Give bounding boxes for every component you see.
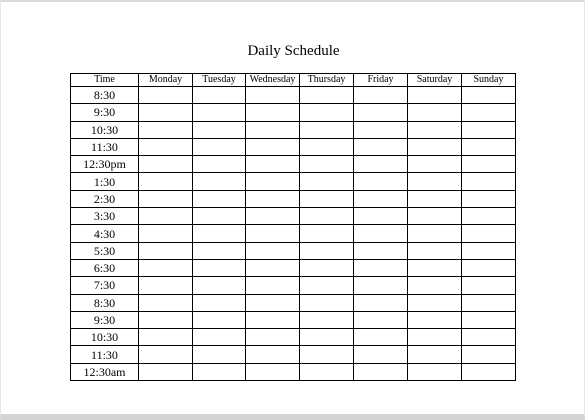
schedule-cell-monday[interactable]: [139, 87, 193, 104]
schedule-cell-tuesday[interactable]: [193, 190, 246, 207]
schedule-cell-saturday[interactable]: [408, 225, 462, 242]
schedule-cell-thursday[interactable]: [300, 363, 354, 380]
schedule-cell-monday[interactable]: [139, 173, 193, 190]
schedule-cell-saturday[interactable]: [408, 329, 462, 346]
schedule-cell-friday[interactable]: [354, 363, 408, 380]
schedule-cell-monday[interactable]: [139, 208, 193, 225]
time-cell: 5:30: [71, 242, 139, 259]
schedule-cell-thursday[interactable]: [300, 87, 354, 104]
schedule-cell-monday[interactable]: [139, 363, 193, 380]
time-cell: 7:30: [71, 277, 139, 294]
schedule-cell-tuesday[interactable]: [193, 277, 246, 294]
schedule-cell-monday[interactable]: [139, 346, 193, 363]
schedule-cell-friday[interactable]: [354, 242, 408, 259]
schedule-cell-sunday[interactable]: [462, 173, 516, 190]
schedule-cell-friday[interactable]: [354, 173, 408, 190]
table-row: [71, 225, 516, 242]
schedule-cell-friday[interactable]: [354, 294, 408, 311]
schedule-cell-monday[interactable]: [139, 121, 193, 138]
schedule-cell-sunday[interactable]: [462, 242, 516, 259]
schedule-cell-thursday[interactable]: [300, 121, 354, 138]
column-header-saturday: Saturday: [408, 74, 462, 87]
schedule-cell-sunday[interactable]: [462, 138, 516, 155]
schedule-cell-sunday[interactable]: [462, 311, 516, 328]
table-row: [71, 329, 516, 346]
schedule-cell-friday[interactable]: [354, 208, 408, 225]
schedule-cell-tuesday[interactable]: [193, 121, 246, 138]
schedule-cell-thursday[interactable]: [300, 277, 354, 294]
schedule-cell-friday[interactable]: [354, 311, 408, 328]
column-header-monday: Monday: [139, 74, 193, 87]
schedule-cell-wednesday[interactable]: [246, 208, 300, 225]
schedule-cell-saturday[interactable]: [408, 156, 462, 173]
schedule-cell-thursday[interactable]: [300, 104, 354, 121]
schedule-cell-friday[interactable]: [354, 329, 408, 346]
schedule-cell-thursday[interactable]: [300, 225, 354, 242]
schedule-cell-saturday[interactable]: [408, 294, 462, 311]
schedule-cell-wednesday[interactable]: [246, 190, 300, 207]
schedule-cell-sunday[interactable]: [462, 259, 516, 276]
schedule-cell-wednesday[interactable]: [246, 294, 300, 311]
column-header-wednesday: Wednesday: [246, 74, 300, 87]
time-cell: 3:30: [71, 208, 139, 225]
schedule-cell-monday[interactable]: [139, 138, 193, 155]
schedule-table: [70, 73, 516, 381]
schedule-cell-wednesday[interactable]: [246, 121, 300, 138]
schedule-cell-thursday[interactable]: [300, 311, 354, 328]
table-row: [71, 190, 516, 207]
table-row: [71, 294, 516, 311]
column-header-sunday: Sunday: [462, 74, 516, 87]
schedule-cell-saturday[interactable]: [408, 277, 462, 294]
schedule-cell-thursday[interactable]: [300, 156, 354, 173]
time-cell: 1:30: [71, 173, 139, 190]
schedule-cell-tuesday[interactable]: [193, 208, 246, 225]
schedule-cell-thursday[interactable]: [300, 259, 354, 276]
schedule-cell-sunday[interactable]: [462, 346, 516, 363]
schedule-cell-friday[interactable]: [354, 259, 408, 276]
schedule-cell-monday[interactable]: [139, 329, 193, 346]
schedule-cell-saturday[interactable]: [408, 87, 462, 104]
schedule-cell-tuesday[interactable]: [193, 87, 246, 104]
schedule-cell-monday[interactable]: [139, 242, 193, 259]
schedule-cell-sunday[interactable]: [462, 277, 516, 294]
schedule-cell-sunday[interactable]: [462, 121, 516, 138]
schedule-cell-tuesday[interactable]: [193, 311, 246, 328]
schedule-cell-monday[interactable]: [139, 294, 193, 311]
schedule-cell-thursday[interactable]: [300, 138, 354, 155]
schedule-cell-thursday[interactable]: [300, 208, 354, 225]
schedule-cell-saturday[interactable]: [408, 104, 462, 121]
time-cell: 10:30: [71, 329, 139, 346]
schedule-cell-friday[interactable]: [354, 190, 408, 207]
schedule-cell-sunday[interactable]: [462, 225, 516, 242]
schedule-cell-saturday[interactable]: [408, 242, 462, 259]
column-header-thursday: Thursday: [300, 74, 354, 87]
schedule-cell-friday[interactable]: [354, 121, 408, 138]
schedule-cell-saturday[interactable]: [408, 208, 462, 225]
schedule-cell-sunday[interactable]: [462, 190, 516, 207]
schedule-cell-thursday[interactable]: [300, 294, 354, 311]
time-cell: 8:30: [71, 294, 139, 311]
schedule-cell-wednesday[interactable]: [246, 329, 300, 346]
table-row: [71, 363, 516, 380]
schedule-cell-saturday[interactable]: [408, 363, 462, 380]
schedule-cell-monday[interactable]: [139, 104, 193, 121]
schedule-cell-tuesday[interactable]: [193, 173, 246, 190]
table-row: [71, 311, 516, 328]
schedule-cell-wednesday[interactable]: [246, 311, 300, 328]
schedule-cell-wednesday[interactable]: [246, 173, 300, 190]
schedule-cell-thursday[interactable]: [300, 190, 354, 207]
time-cell: 12:30pm: [71, 156, 139, 173]
schedule-cell-friday[interactable]: [354, 87, 408, 104]
schedule-cell-wednesday[interactable]: [246, 277, 300, 294]
table-row: [71, 346, 516, 363]
schedule-cell-tuesday[interactable]: [193, 259, 246, 276]
schedule-cell-monday[interactable]: [139, 156, 193, 173]
time-cell: 10:30: [71, 121, 139, 138]
schedule-cell-sunday[interactable]: [462, 329, 516, 346]
schedule-cell-tuesday[interactable]: [193, 329, 246, 346]
column-header-time: Time: [71, 74, 139, 87]
table-row: [71, 104, 516, 121]
time-cell: 12:30am: [71, 363, 139, 380]
schedule-cell-wednesday[interactable]: [246, 225, 300, 242]
table-row: [71, 277, 516, 294]
schedule-cell-wednesday[interactable]: [246, 346, 300, 363]
schedule-cell-thursday[interactable]: [300, 242, 354, 259]
schedule-cell-friday[interactable]: [354, 346, 408, 363]
table-row: [71, 156, 516, 173]
schedule-cell-thursday[interactable]: [300, 346, 354, 363]
schedule-cell-wednesday[interactable]: [246, 138, 300, 155]
schedule-cell-monday[interactable]: [139, 190, 193, 207]
schedule-cell-sunday[interactable]: [462, 104, 516, 121]
schedule-cell-tuesday[interactable]: [193, 346, 246, 363]
schedule-cell-saturday[interactable]: [408, 138, 462, 155]
page-title: Daily Schedule: [247, 43, 340, 59]
column-header-friday: Friday: [354, 74, 408, 87]
schedule-cell-tuesday[interactable]: [193, 104, 246, 121]
schedule-cell-tuesday[interactable]: [193, 225, 246, 242]
table-row: [71, 87, 516, 104]
schedule-cell-wednesday[interactable]: [246, 156, 300, 173]
table-row: [71, 259, 516, 276]
time-cell: 9:30: [71, 311, 139, 328]
table-row: [71, 242, 516, 259]
time-cell: 6:30: [71, 259, 139, 276]
schedule-cell-thursday[interactable]: [300, 173, 354, 190]
time-cell: 4:30: [71, 225, 139, 242]
schedule-cell-saturday[interactable]: [408, 121, 462, 138]
schedule-cell-saturday[interactable]: [408, 346, 462, 363]
schedule-cell-wednesday[interactable]: [246, 242, 300, 259]
schedule-cell-saturday[interactable]: [408, 259, 462, 276]
time-cell: 11:30: [71, 346, 139, 363]
table-row: [71, 173, 516, 190]
schedule-cell-wednesday[interactable]: [246, 87, 300, 104]
schedule-cell-saturday[interactable]: [408, 190, 462, 207]
schedule-cell-sunday[interactable]: [462, 294, 516, 311]
schedule-cell-monday[interactable]: [139, 277, 193, 294]
schedule-cell-sunday[interactable]: [462, 87, 516, 104]
schedule-cell-tuesday[interactable]: [193, 294, 246, 311]
schedule-cell-thursday[interactable]: [300, 329, 354, 346]
schedule-cell-friday[interactable]: [354, 138, 408, 155]
schedule-cell-friday[interactable]: [354, 104, 408, 121]
schedule-cell-friday[interactable]: [354, 156, 408, 173]
schedule-cell-monday[interactable]: [139, 311, 193, 328]
schedule-body: [71, 87, 516, 381]
time-cell: 8:30: [71, 87, 139, 104]
column-header-tuesday: Tuesday: [193, 74, 246, 87]
table-row: [71, 138, 516, 155]
time-cell: 11:30: [71, 138, 139, 155]
schedule-cell-sunday[interactable]: [462, 208, 516, 225]
schedule-cell-monday[interactable]: [139, 259, 193, 276]
schedule-cell-wednesday[interactable]: [246, 259, 300, 276]
table-row: [71, 208, 516, 225]
time-cell: 9:30: [71, 104, 139, 121]
time-cell: 2:30: [71, 190, 139, 207]
header-row: [71, 74, 516, 87]
schedule-cell-sunday[interactable]: [462, 363, 516, 380]
schedule-cell-tuesday[interactable]: [193, 156, 246, 173]
schedule-cell-saturday[interactable]: [408, 173, 462, 190]
schedule-cell-wednesday[interactable]: [246, 104, 300, 121]
schedule-cell-sunday[interactable]: [462, 156, 516, 173]
schedule-cell-wednesday[interactable]: [246, 363, 300, 380]
schedule-cell-tuesday[interactable]: [193, 242, 246, 259]
schedule-cell-friday[interactable]: [354, 277, 408, 294]
schedule-cell-tuesday[interactable]: [193, 138, 246, 155]
schedule-cell-monday[interactable]: [139, 225, 193, 242]
schedule-cell-tuesday[interactable]: [193, 363, 246, 380]
schedule-cell-friday[interactable]: [354, 225, 408, 242]
schedule-cell-saturday[interactable]: [408, 311, 462, 328]
table-row: [71, 121, 516, 138]
